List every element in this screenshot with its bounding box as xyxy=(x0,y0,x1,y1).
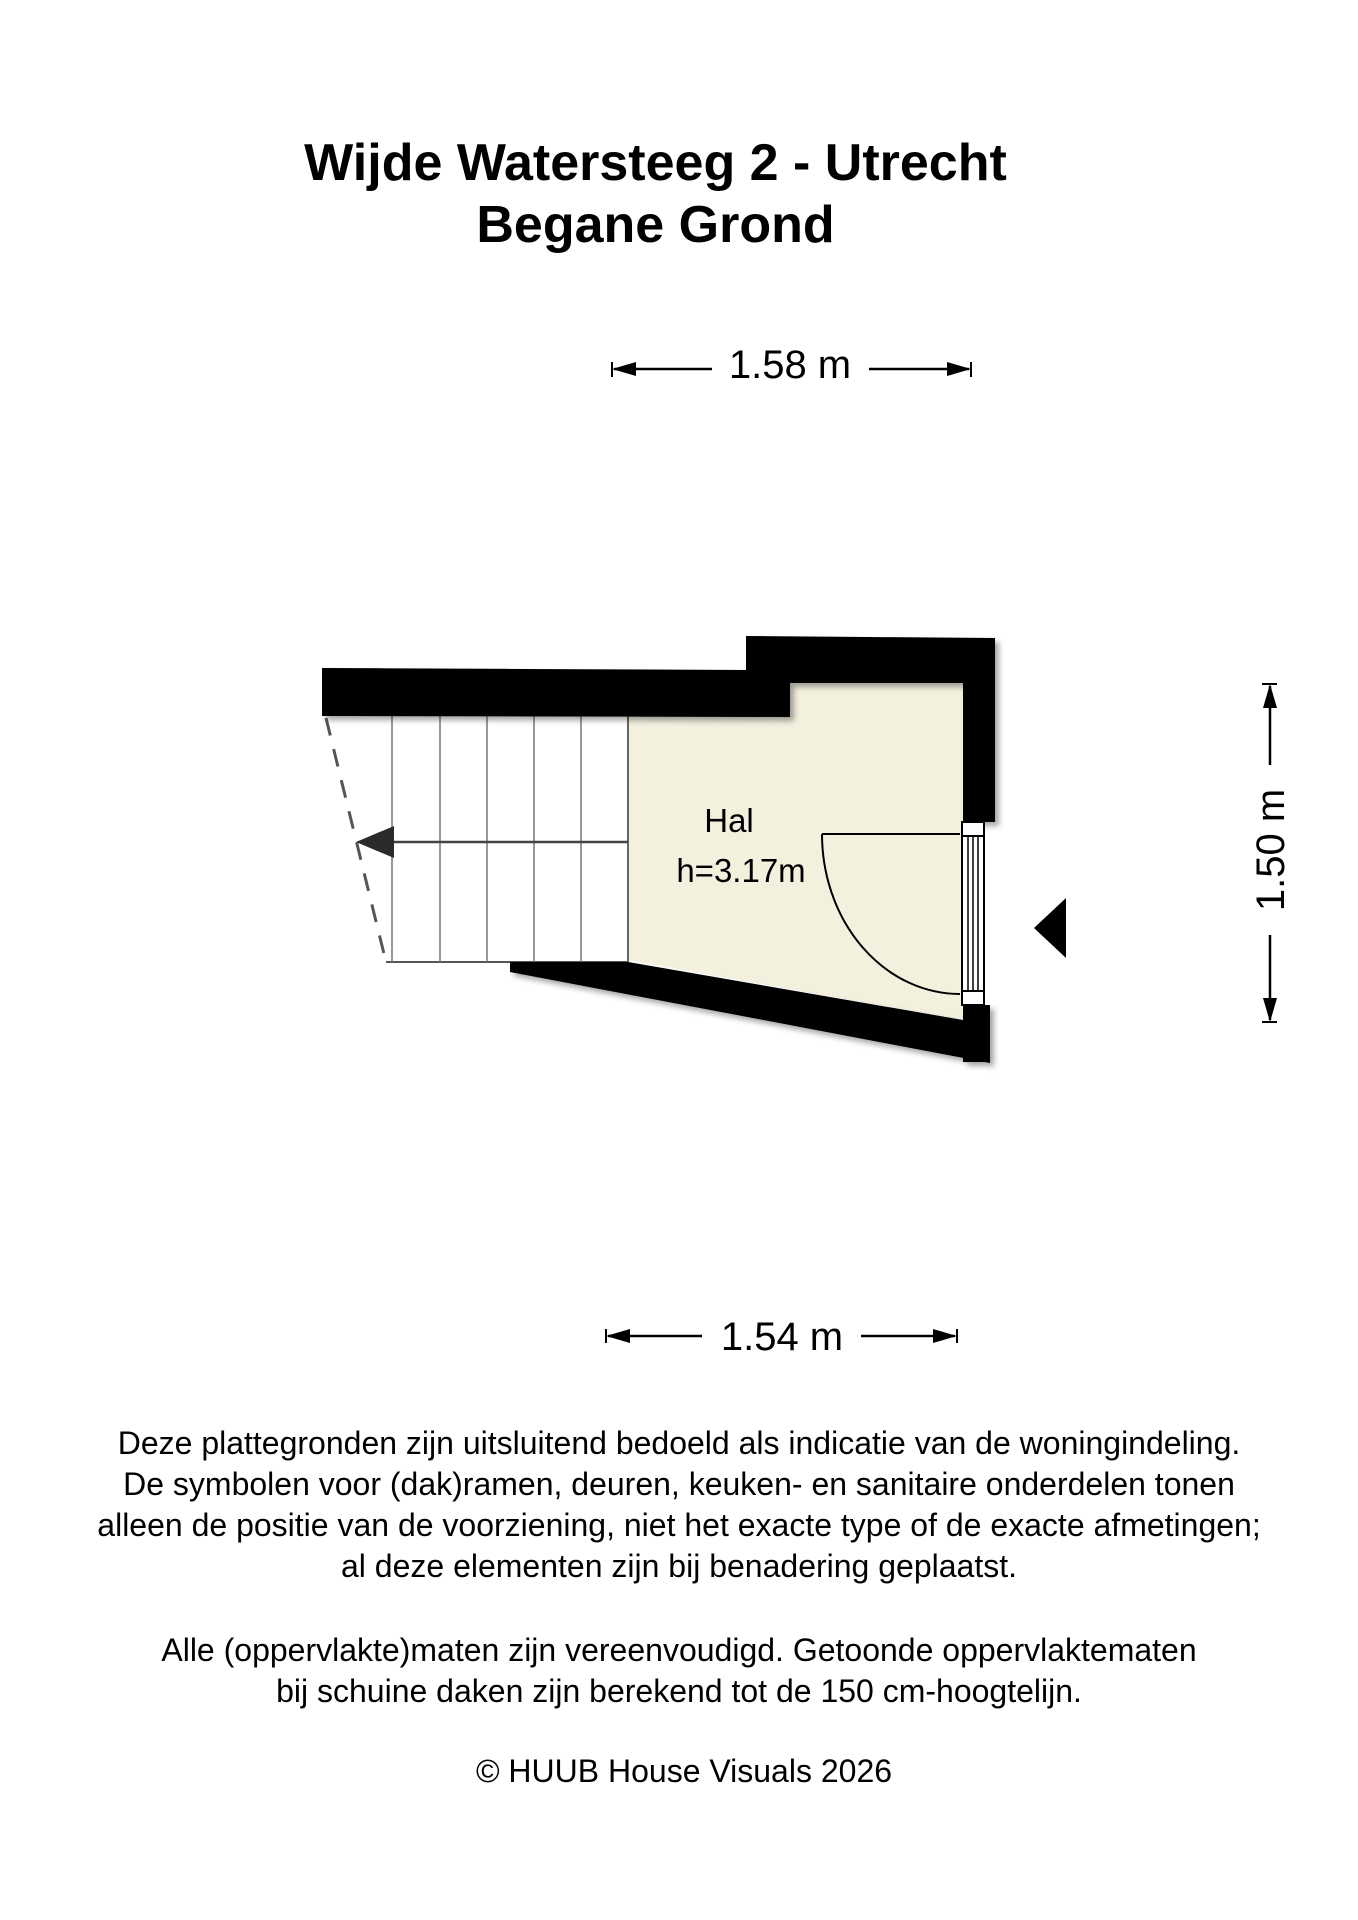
wall-right xyxy=(963,638,995,822)
address-title: Wijde Watersteeg 2 - Utrecht xyxy=(304,134,1007,192)
measurement-note xyxy=(0,1630,1358,1712)
entrance-frame xyxy=(962,822,984,1005)
copyright: © HUUB House Visuals 2026 xyxy=(475,1753,893,1789)
disclaimer-line: Deze plattegronden zijn uitsluitend bedoeld als indicatie van de woningindeling. xyxy=(117,1425,1241,1461)
disclaimer-line: alleen de positie van de voorziening, niet het exacte type of de exacte afmetingen; xyxy=(97,1507,1261,1543)
dimension-top-label: 1.58 m xyxy=(728,343,852,387)
disclaimer xyxy=(0,1423,1358,1587)
disclaimer-line: De symbolen voor (dak)ramen, deuren, keuken- en sanitaire onderdelen tonen xyxy=(123,1466,1235,1502)
dimension-right-label: 1.50 m xyxy=(1249,788,1293,912)
dimension-bottom xyxy=(606,1315,957,1359)
entrance-arrow-icon xyxy=(1034,898,1066,958)
dimension-right xyxy=(1249,684,1293,1022)
measurement-note-line: bij schuine daken zijn berekend tot de 150 cm-hoogtelijn. xyxy=(276,1673,1082,1709)
staircase xyxy=(322,716,628,962)
room-height-label: h=3.17m xyxy=(676,852,806,889)
room-name-label: Hal xyxy=(704,802,754,839)
floor-title: Begane Grond xyxy=(476,196,835,254)
dimension-top xyxy=(612,343,971,387)
disclaimer-line: al deze elementen zijn bij benadering geplaatst. xyxy=(340,1548,1017,1584)
measurement-note-line: Alle (oppervlakte)maten zijn vereenvoudigd. Getoonde oppervlaktematen xyxy=(161,1632,1197,1668)
dimension-bottom-label: 1.54 m xyxy=(720,1315,844,1359)
room-floor-hal xyxy=(628,682,963,1020)
